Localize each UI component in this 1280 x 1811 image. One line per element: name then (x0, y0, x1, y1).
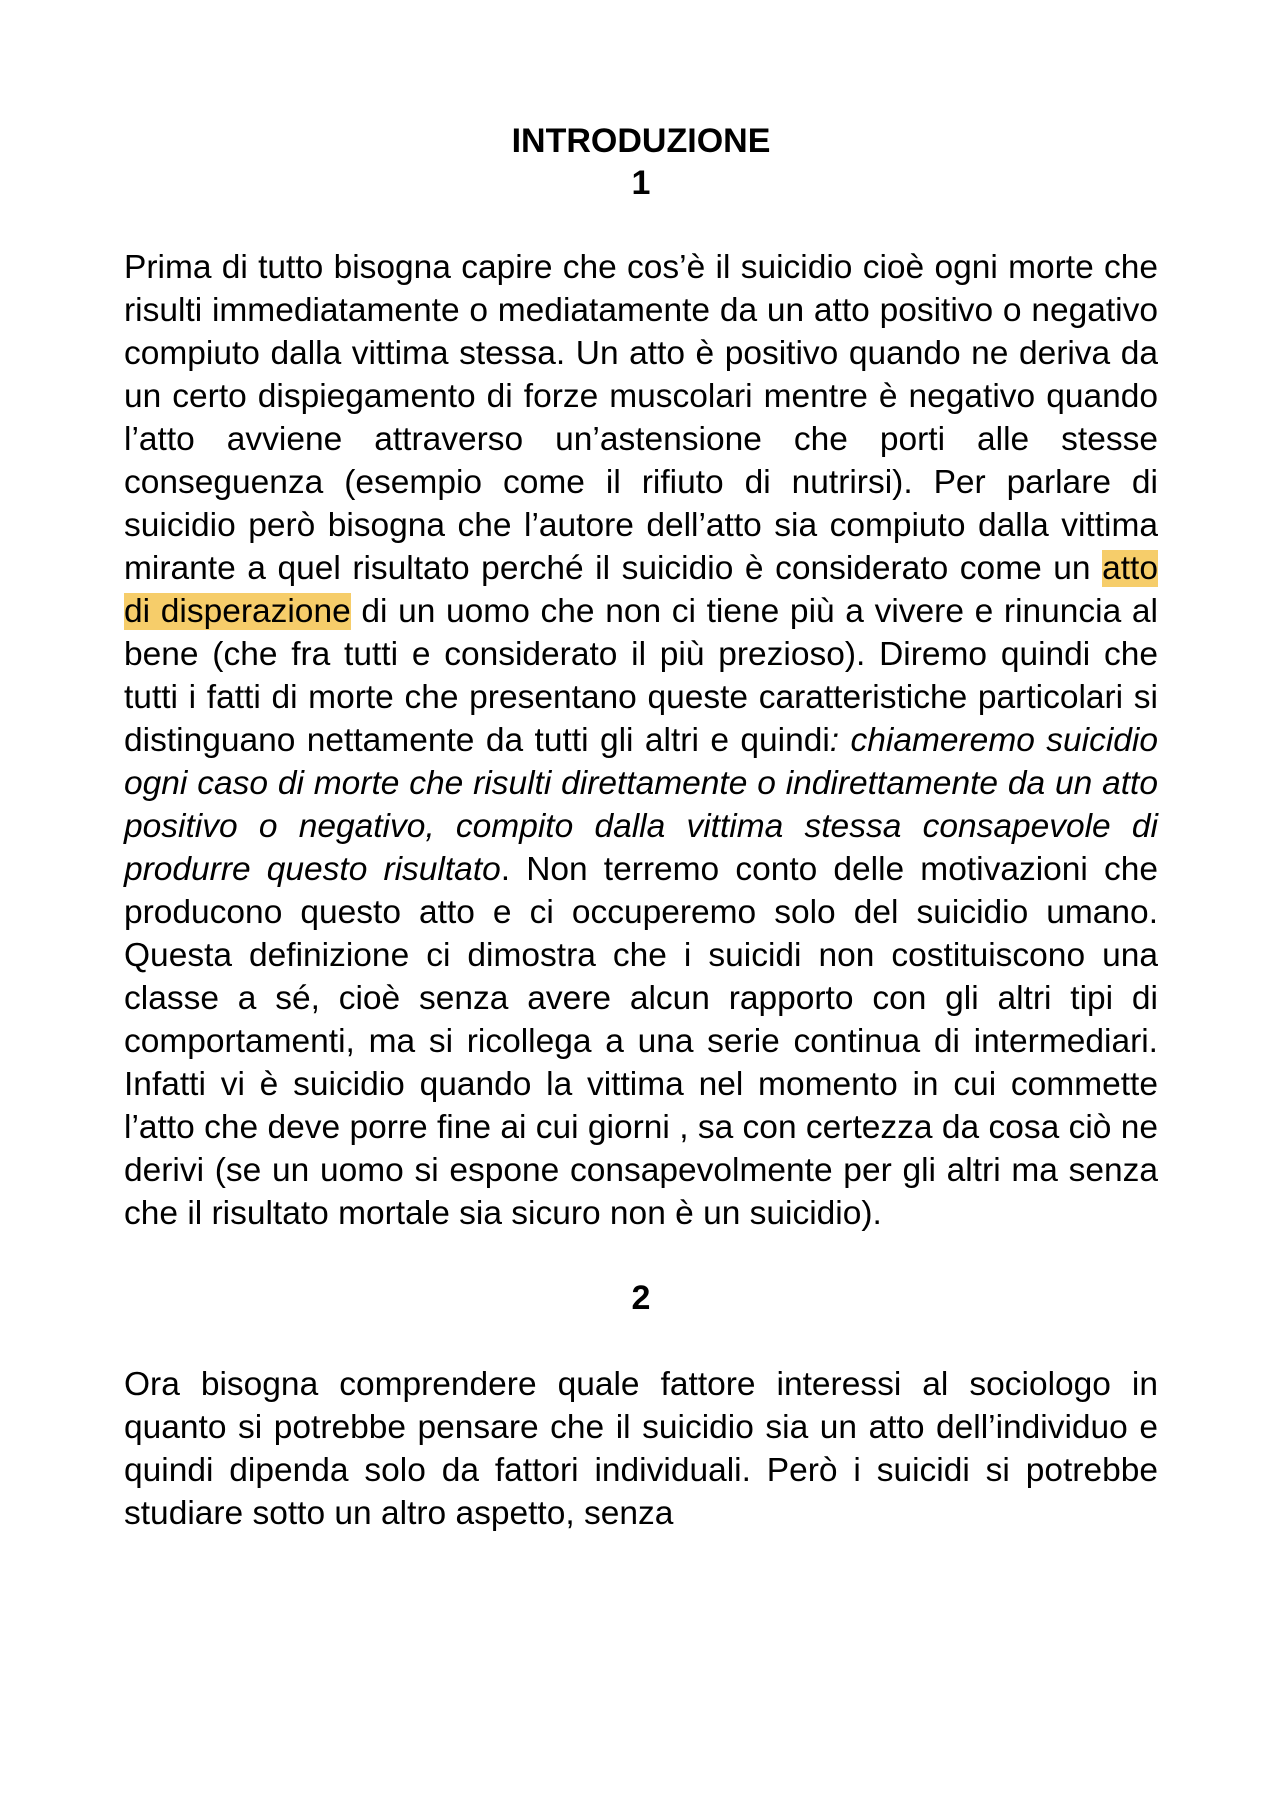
paragraph-text: Prima di tutto bisogna capire che cos’è il suicidio cioè ogni morte che risulti immediatamente o mediatamente da un atto positivo o negativo compiuto dalla vittima stessa. Un atto è positivo quando ne deriva da un certo dispiegamento di forze muscolari mentre è negativo quando l’atto avviene attraverso un’astensione che porti alle stesse conseguenza (esempio come il rifiuto di nutrirsi). Per parlare di suicidio però bisogna che l’autore dell’atto sia compiuto dalla vittima mirante a quel risultato perché il suicidio è considerato come un (124, 249, 1158, 587)
page-title: INTRODUZIONE (511, 122, 771, 160)
paragraph-text: . Non terremo conto delle motivazioni che producono questo atto e ci occuperemo solo del suicidio umano. Questa definizione ci dimostra che i suicidi non costituiscono una classe a sé, cioè senza avere alcun rapporto con gli altri tipi di comportamenti, ma si ricollega a una serie continua di intermediari. Infatti vi è suicidio quando la vittima nel momento in cui commette l’atto che deve porre fine ai cui giorni , sa con certezza da cosa ciò ne derivi (se un uomo si espone consapevolmente per gli altri ma senza che il risultato mortale sia sicuro non è un suicidio). (124, 851, 1158, 1232)
section-number-2: 2 (631, 1279, 651, 1317)
highlighted-text: atto di disperazione (124, 550, 1158, 630)
section-2-paragraph: Ora bisogna comprendere quale fattore interessi al sociologo in quanto si potrebbe pensare che il suicidio sia un atto dell’individuo e quindi dipenda solo da fattori individuali. Però i suicidi si potrebbe studiare sotto un altro aspetto, senza (124, 1366, 1158, 1532)
section-number-1: 1 (631, 164, 651, 202)
section-1-paragraph (124, 246, 1158, 1235)
italic-definition: : chiameremo suicidio ogni caso di morte che risulti direttamente o indirettamente da un atto positivo o negativo, compito dalla vittima stessa consapevole di produrre questo risultato (124, 722, 1159, 888)
paragraph-text: di un uomo che non ci tiene più a vivere e rinuncia al bene (che fra tutti e considerato il più prezioso). Diremo quindi che tutti i fatti di morte che presentano queste caratteristiche particolari si distinguano nettamente da tutti gli altri e quindi (124, 593, 1158, 759)
document-page (124, 120, 1158, 1535)
